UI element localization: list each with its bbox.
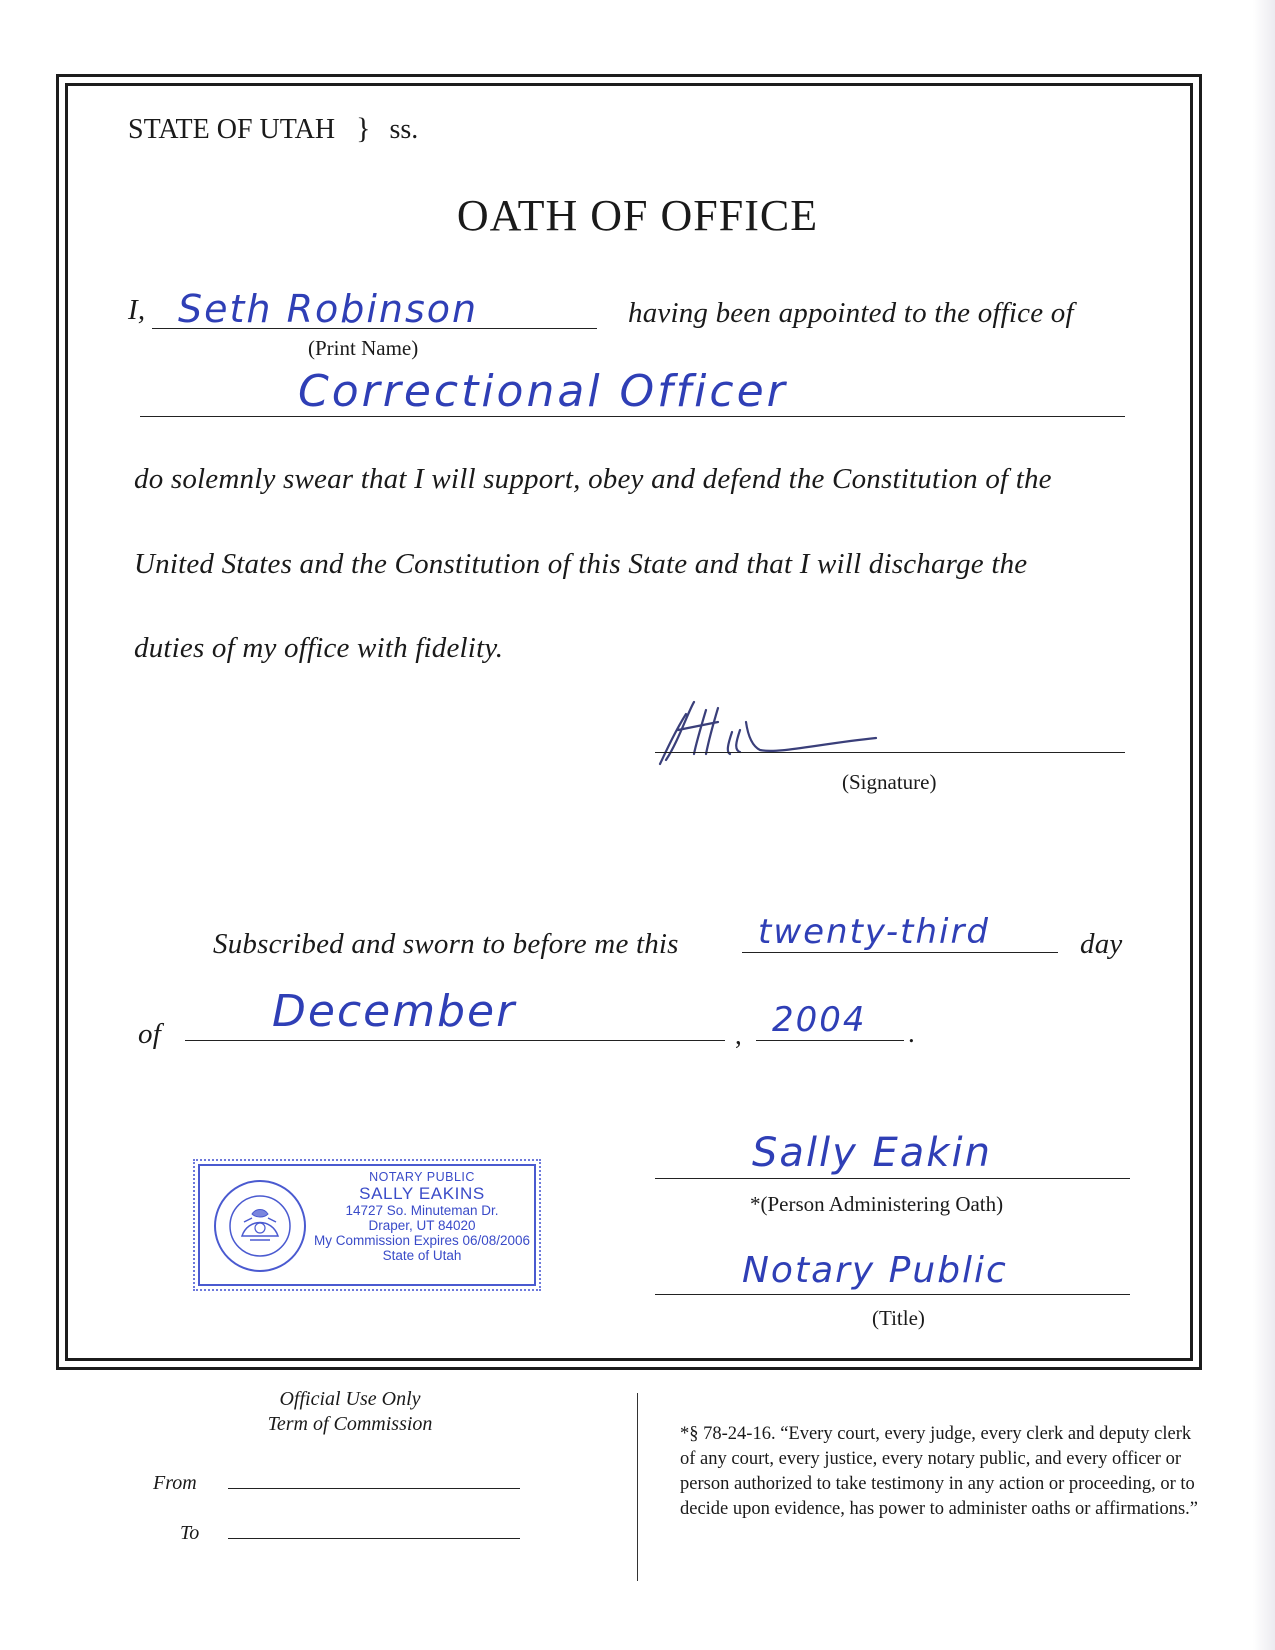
signature-line (655, 752, 1125, 753)
oath-body-line-3: duties of my office with fidelity. (134, 632, 504, 664)
footer-divider (637, 1393, 638, 1581)
year-handwritten[interactable]: 2004 (772, 1000, 867, 1040)
notary-stamp (198, 1164, 536, 1286)
stamp-line-name: SALLY EAKINS (359, 1184, 485, 1203)
administrator-line (655, 1178, 1130, 1179)
appointed-text: having been appointed to the office of (628, 297, 1074, 329)
state-heading (128, 112, 418, 146)
stamp-line-address: 14727 So. Minuteman Dr. (345, 1203, 499, 1219)
of-label: of (138, 1018, 161, 1050)
sworn-prefix: Subscribed and sworn to before me this (213, 928, 679, 960)
brace: } (356, 112, 371, 145)
month-line (185, 1040, 725, 1041)
stamp-line-city: Draper, UT 84020 (368, 1218, 476, 1234)
state-seal-icon (212, 1178, 308, 1274)
to-label: To (180, 1522, 200, 1544)
statute-note: *§ 78-24-16. “Every court, every judge, every clerk and deputy clerk of any court, every justice, every notary public, and every officer or person authorized to take testimony in any action or proceeding, or to decide upon evidence, has power to administer oaths or affirmations.” (680, 1424, 1199, 1519)
signature-caption: (Signature) (842, 770, 937, 794)
day-handwritten[interactable]: twenty-third (758, 912, 991, 952)
stamp-line-commission: My Commission Expires 06/08/2006 (313, 1233, 531, 1249)
year-line (756, 1040, 904, 1041)
to-line[interactable] (228, 1538, 520, 1539)
term-of-commission: Term of Commission (267, 1413, 433, 1435)
oath-body-line-2: United States and the Constitution of this State and that I will discharge the (134, 548, 1028, 580)
state-name: STATE OF UTAH (128, 114, 336, 145)
name-caption: (Print Name) (308, 336, 419, 360)
month-handwritten[interactable]: December (272, 986, 517, 1037)
title-caption: (Title) (872, 1306, 925, 1330)
day-label: day (1080, 928, 1123, 960)
page-edge-shadow (1253, 0, 1275, 1650)
from-line[interactable] (228, 1488, 520, 1489)
ss-abbrev: ss. (389, 114, 419, 145)
title-line (655, 1294, 1130, 1295)
from-label: From (153, 1472, 197, 1494)
name-handwritten[interactable]: Seth Robinson (178, 287, 479, 331)
stamp-line-notary: NOTARY PUBLIC (369, 1170, 475, 1184)
title-handwritten[interactable]: Notary Public (742, 1250, 1008, 1291)
office-handwritten[interactable]: Correctional Officer (298, 366, 788, 417)
administrator-caption: *(Person Administering Oath) (750, 1192, 1004, 1216)
pronoun-i: I, (128, 294, 146, 326)
stamp-line-state: State of Utah (382, 1248, 462, 1264)
oath-body-line-1: do solemnly swear that I will support, obey and defend the Constitution of the (134, 463, 1052, 495)
period: . (908, 1018, 915, 1048)
administrator-signature[interactable]: Sally Eakin (752, 1130, 992, 1176)
comma: , (735, 1020, 742, 1050)
page-title: OATH OF OFFICE (456, 191, 819, 240)
signature-mark (648, 692, 928, 772)
day-line (742, 952, 1058, 953)
official-use-heading: Official Use Only (279, 1388, 421, 1410)
